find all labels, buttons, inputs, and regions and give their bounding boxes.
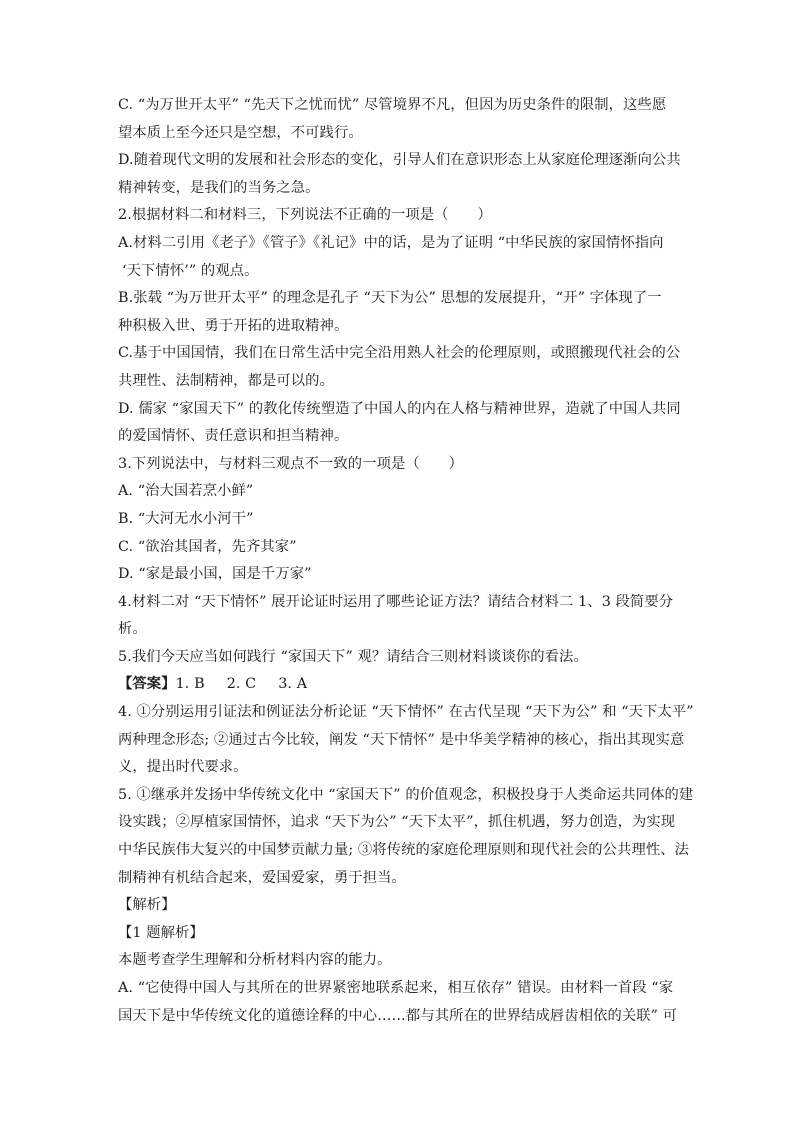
text-line: A. “它使得中国人与其所在的世界紧密地联系起来，相互依存” 错误。由材料一首段 “家 (118, 980, 674, 996)
text-line: D.随着现代文明的发展和社会形态的变化，引导人们在意识形态上从家庭伦理逐渐向公共 (118, 152, 681, 169)
text-line: 国天下是中华传统文化的道德诠释的中心……都与其所在的世界结成唇齿相依的关联” 可 (118, 1007, 678, 1024)
text-line: C. “为万世开太平” “先天下之忧而忧” 尽管境界不凡，但因为历史条件的限制，这些愿 (118, 97, 667, 113)
document-page (118, 92, 694, 1030)
option-d: D. “家是最小国，国是千万家” (118, 566, 312, 583)
text-line: C.基于中国国情，我们在日常生活中完全沿用熟人社会的伦理原则，或照搬现代社会的公 (118, 345, 681, 362)
text-line: D. 儒家 “家国天下” 的教化传统塑造了中国人的内在人格与精神世界，造就了中国人共同 (118, 400, 681, 417)
text-line: 望本质上至今还只是空想，不可践行。 (118, 124, 363, 141)
option-a: A. “治大国若烹小鲜” (118, 483, 254, 500)
option-c: C. “欲治其国者，先齐其家” (118, 538, 297, 555)
answer-line (118, 671, 678, 699)
text-line: A.材料二引用《老子》《管子》《礼记》中的话，是为了证明 “中华民族的家国情怀指向 (118, 234, 664, 251)
text-line: 共理性、法制精神，都是可以的。 (118, 372, 334, 389)
text-line: 两种理念形态; ②通过古今比较，阐发 “天下情怀” 是中华美学精神的核心，指出其现实意 (118, 731, 685, 748)
text-line: 设实践；②厚植家国情怀，追求 “天下为公” “天下太平”，抓住机遇，努力创造，为实现 (118, 814, 676, 831)
text-line: 精神转变，是我们的当务之急。 (118, 179, 320, 196)
text-line: 析。 (118, 621, 147, 638)
text-line: 制精神有机结合起来，爱国爱家，勇于担当。 (118, 869, 406, 886)
text-line: 本题考查学生理解和分析材料内容的能力。 (118, 952, 392, 969)
answer-2: 2. C (226, 676, 257, 693)
text-line: 义，提出时代要求。 (118, 759, 248, 776)
text-line: B.张载 “为万世开太平” 的理念是孔子 “天下为公” 思想的发展提升，“开” 字体现了一 (118, 290, 662, 307)
text-line: ‘天下情怀’” 的观点。 (122, 262, 259, 279)
answer-5-text: 5. ①继承并发扬中华传统文化中 “家国天下” 的价值观念，积极投身于人类命运共同体的建 (118, 786, 694, 803)
analysis-heading: 【解析】 (118, 897, 176, 914)
q1-analysis-heading: 【1 题解析】 (118, 924, 204, 941)
answer-label: 【答案】 (118, 676, 176, 693)
question-3-stem: 3.下列说法中，与材料三观点不一致的一项是（ ） (118, 455, 463, 472)
question-2-stem: 2.根据材料二和材料三，下列说法不正确的一项是（ ） (118, 207, 492, 224)
text-line: 的爱国情怀、责任意识和担当精神。 (118, 428, 349, 445)
option-b: B. “大河无水小河干” (118, 510, 254, 527)
text-line: 中华民族伟大复兴的中国梦贡献力量; ③将传统的家庭伦理原则和现代社会的公共理性、法 (118, 842, 690, 859)
question-4-stem: 4.材料二对 “天下情怀” 展开论证时运用了哪些论证方法？请结合材料二 1、3 段简要分 (118, 593, 674, 610)
answer-3: 3. A (278, 676, 308, 693)
text-line: 种积极入世、勇于开拓的进取精神。 (118, 317, 349, 334)
answer-4-text: 4. ①分别运用引证法和例证法分析论证 “天下情怀” 在古代呈现 “天下为公” 和 “天下太平” (118, 704, 694, 721)
question-5-stem: 5.我们今天应当如何践行 “家国天下” 观？请结合三则材料谈谈你的看法。 (118, 648, 588, 665)
answer-1: 1. B (175, 676, 205, 693)
